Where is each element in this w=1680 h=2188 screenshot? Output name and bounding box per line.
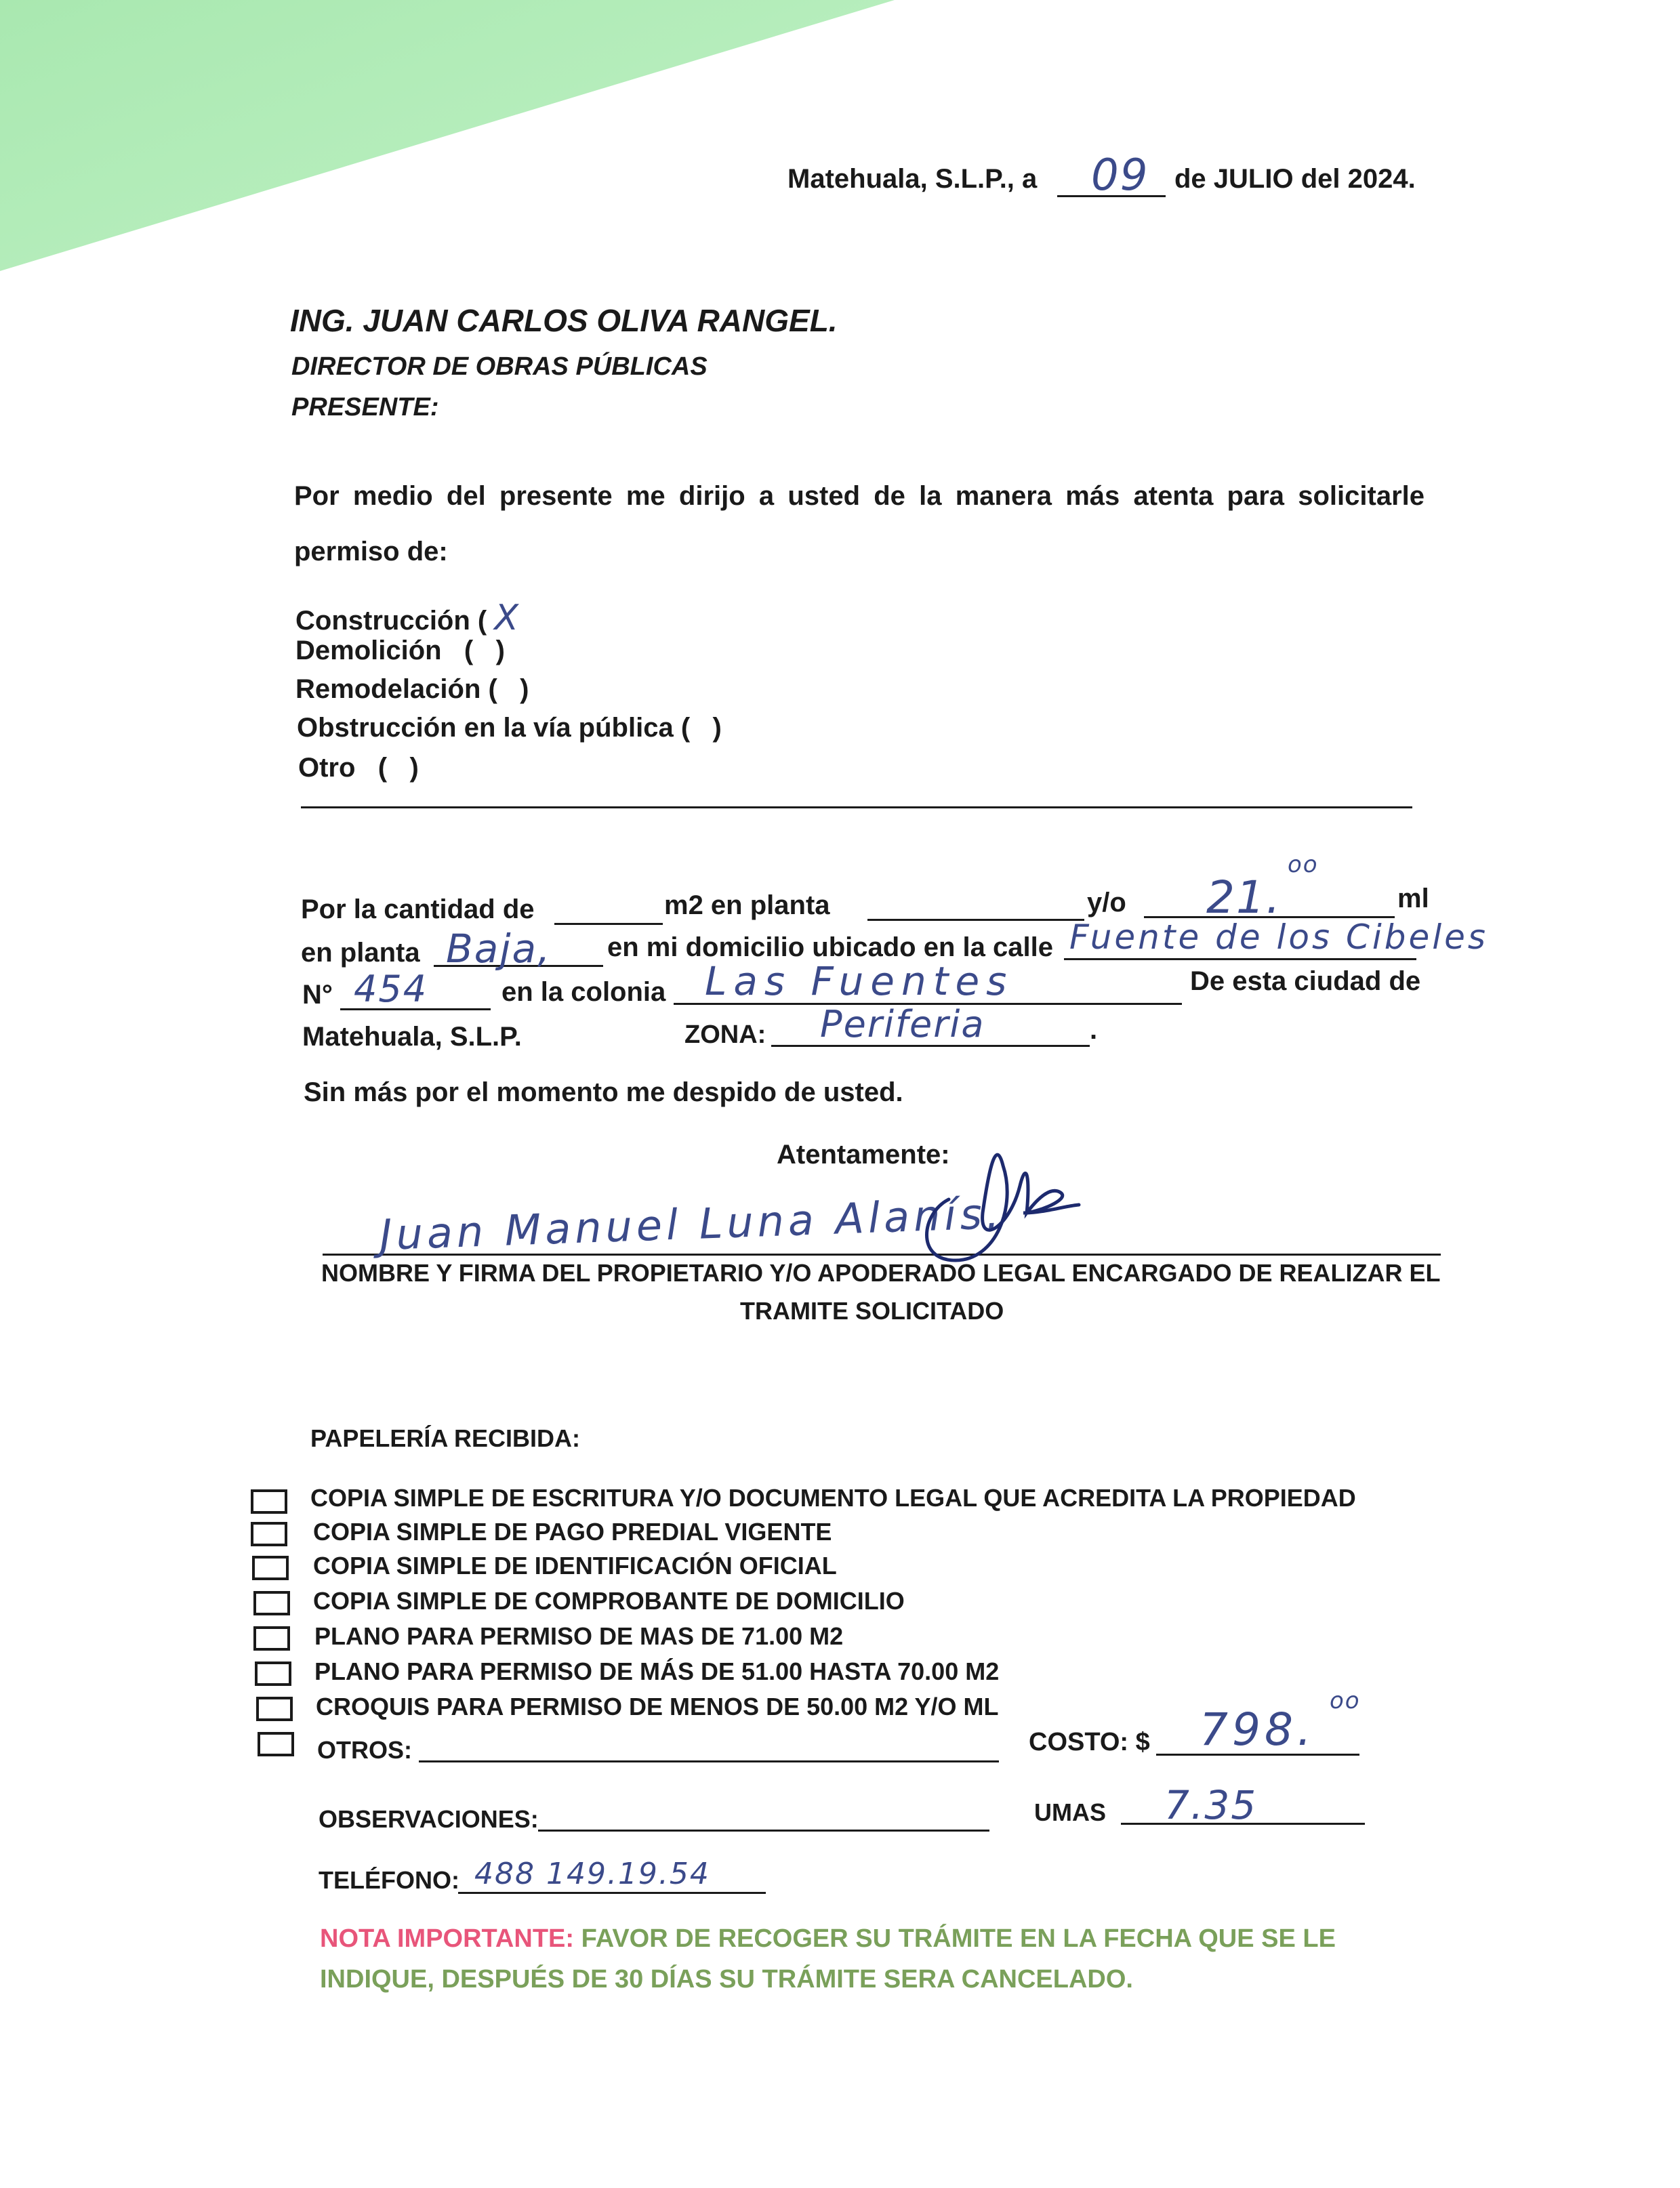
doc-item-escritura: COPIA SIMPLE DE ESCRITURA Y/O DOCUMENTO LEGAL QUE ACREDITA LA PROPIEDAD — [310, 1484, 1356, 1512]
umas-value: 7.35 — [1164, 1782, 1258, 1828]
nota-text-1: FAVOR DE RECOGER SU TRÁMITE EN LA FECHA QUE SE LE — [581, 1924, 1336, 1953]
option-mark: X — [494, 598, 520, 638]
qty-label-7: N° — [302, 980, 333, 1010]
documents-heading: PAPELERÍA RECIBIDA: — [310, 1424, 581, 1452]
option-demolicion[interactable]: Demolición ( ) — [295, 636, 505, 665]
place-date-suffix: de JULIO del 2024. — [1174, 164, 1416, 194]
numero-value: 454 — [354, 968, 428, 1010]
doc-item-predial: COPIA SIMPLE DE PAGO PREDIAL VIGENTE — [313, 1518, 832, 1546]
costo-superscript: oo — [1330, 1687, 1361, 1714]
green-paper-corner — [0, 0, 895, 271]
qty-label-1: Por la cantidad de — [301, 894, 535, 924]
option-label: Obstrucción en la vía pública — [297, 713, 674, 743]
recipient-name: ING. JUAN CARLOS OLIVA RANGEL. — [290, 303, 838, 338]
ml-value-superscript: oo — [1288, 851, 1319, 878]
qty-label-5: en planta — [301, 938, 420, 968]
observaciones-blank — [538, 1830, 989, 1832]
doc-item-domicilio: COPIA SIMPLE DE COMPROBANTE DE DOMICILIO — [313, 1587, 905, 1615]
signer-caption-1: NOMBRE Y FIRMA DEL PROPIETARIO Y/O APODERADO LEGAL ENCARGADO DE REALIZAR EL — [321, 1259, 1441, 1287]
signature-name: Juan Manuel Luna Alanís. — [379, 1188, 1004, 1260]
costo-label: COSTO: $ — [1029, 1728, 1150, 1756]
doc-item-otros: OTROS: — [317, 1736, 412, 1764]
option-label: Construcción — [295, 606, 470, 636]
doc-checkbox-identificacion[interactable] — [252, 1556, 289, 1580]
umas-label: UMAS — [1034, 1798, 1106, 1826]
telefono-label: TELÉFONO: — [319, 1866, 459, 1894]
doc-checkbox-croquis[interactable] — [256, 1697, 293, 1721]
doc-checkbox-plano-51[interactable] — [255, 1661, 291, 1686]
intro-line-2: permiso de: — [294, 537, 448, 566]
planta-value: Baja, — [446, 926, 552, 972]
zona-value: Periferia — [820, 1003, 985, 1046]
costo-value: 798. — [1200, 1704, 1315, 1756]
signer-caption-2: TRAMITE SOLICITADO — [740, 1297, 1004, 1325]
observaciones-label: OBSERVACIONES: — [319, 1805, 539, 1833]
qty-label-3: y/o — [1087, 888, 1126, 917]
option-construccion[interactable]: Construcción ( X — [295, 598, 520, 638]
doc-item-identificacion: COPIA SIMPLE DE IDENTIFICACIÓN OFICIAL — [313, 1552, 837, 1580]
qty-label-11: ZONA: — [684, 1020, 766, 1049]
qty-label-12: . — [1090, 1015, 1098, 1045]
option-obstruccion[interactable]: Obstrucción en la vía pública ( ) — [297, 713, 722, 743]
nota-line-2: INDIQUE, DESPUÉS DE 30 DÍAS SU TRÁMITE SERA CANCELADO. — [320, 1965, 1133, 1994]
option-label: Demolición — [295, 636, 442, 665]
colonia-value: Las Fuentes — [705, 958, 1014, 1004]
farewell-text: Sin más por el momento me despido de usted. — [304, 1077, 903, 1107]
option-label: Remodelación — [295, 674, 481, 704]
doc-checkbox-plano-71[interactable] — [253, 1626, 290, 1651]
telefono-blank — [458, 1892, 766, 1894]
qty-label-8: en la colonia — [501, 977, 666, 1007]
intro-line-1: Por medio del presente me dirijo a usted de la manera más atenta para solicitarle — [294, 481, 1425, 511]
nota-label: NOTA IMPORTANTE: — [320, 1924, 575, 1953]
qty-label-9: De esta ciudad de — [1190, 966, 1421, 996]
qty-label-4: ml — [1397, 884, 1429, 913]
nota-line-1 — [320, 1924, 1336, 1954]
qty-label-10: Matehuala, S.L.P. — [302, 1022, 522, 1052]
calle-blank — [1064, 958, 1416, 960]
qty-label-6: en mi domicilio ubicado en la calle — [607, 932, 1053, 962]
doc-item-croquis: CROQUIS PARA PERMISO DE MENOS DE 50.00 M2 Y/O ML — [316, 1693, 999, 1720]
option-remodelacion[interactable]: Remodelación ( ) — [295, 674, 529, 704]
doc-checkbox-domicilio[interactable] — [253, 1591, 290, 1615]
recipient-title: DIRECTOR DE OBRAS PÚBLICAS — [291, 352, 708, 381]
day-value: 09 — [1091, 150, 1149, 201]
recipient-greeting: PRESENTE: — [291, 393, 439, 421]
regards-text: Atentamente: — [777, 1140, 950, 1170]
doc-checkbox-otros[interactable] — [258, 1732, 294, 1756]
place-date-prefix: Matehuala, S.L.P., a — [787, 164, 1038, 194]
telefono-value: 488 149.19.54 — [474, 1857, 710, 1891]
calle-value: Fuente de los Cibeles — [1069, 917, 1488, 957]
doc-checkbox-predial[interactable] — [251, 1522, 287, 1546]
otros-blank — [419, 1760, 999, 1762]
m2-planta-blank — [867, 919, 1084, 921]
doc-item-plano-51: PLANO PARA PERMISO DE MÁS DE 51.00 HASTA 70.00 M2 — [314, 1657, 1000, 1685]
qty-label-2: m2 en planta — [664, 890, 830, 920]
m2-blank — [554, 923, 663, 925]
doc-checkbox-escritura[interactable] — [251, 1489, 287, 1514]
option-otro[interactable]: Otro ( ) — [298, 753, 419, 783]
doc-item-plano-71: PLANO PARA PERMISO DE MAS DE 71.00 M2 — [314, 1622, 844, 1650]
otro-blank-line — [301, 806, 1412, 808]
option-label: Otro — [298, 753, 356, 783]
ml-value: 21. — [1206, 871, 1282, 924]
